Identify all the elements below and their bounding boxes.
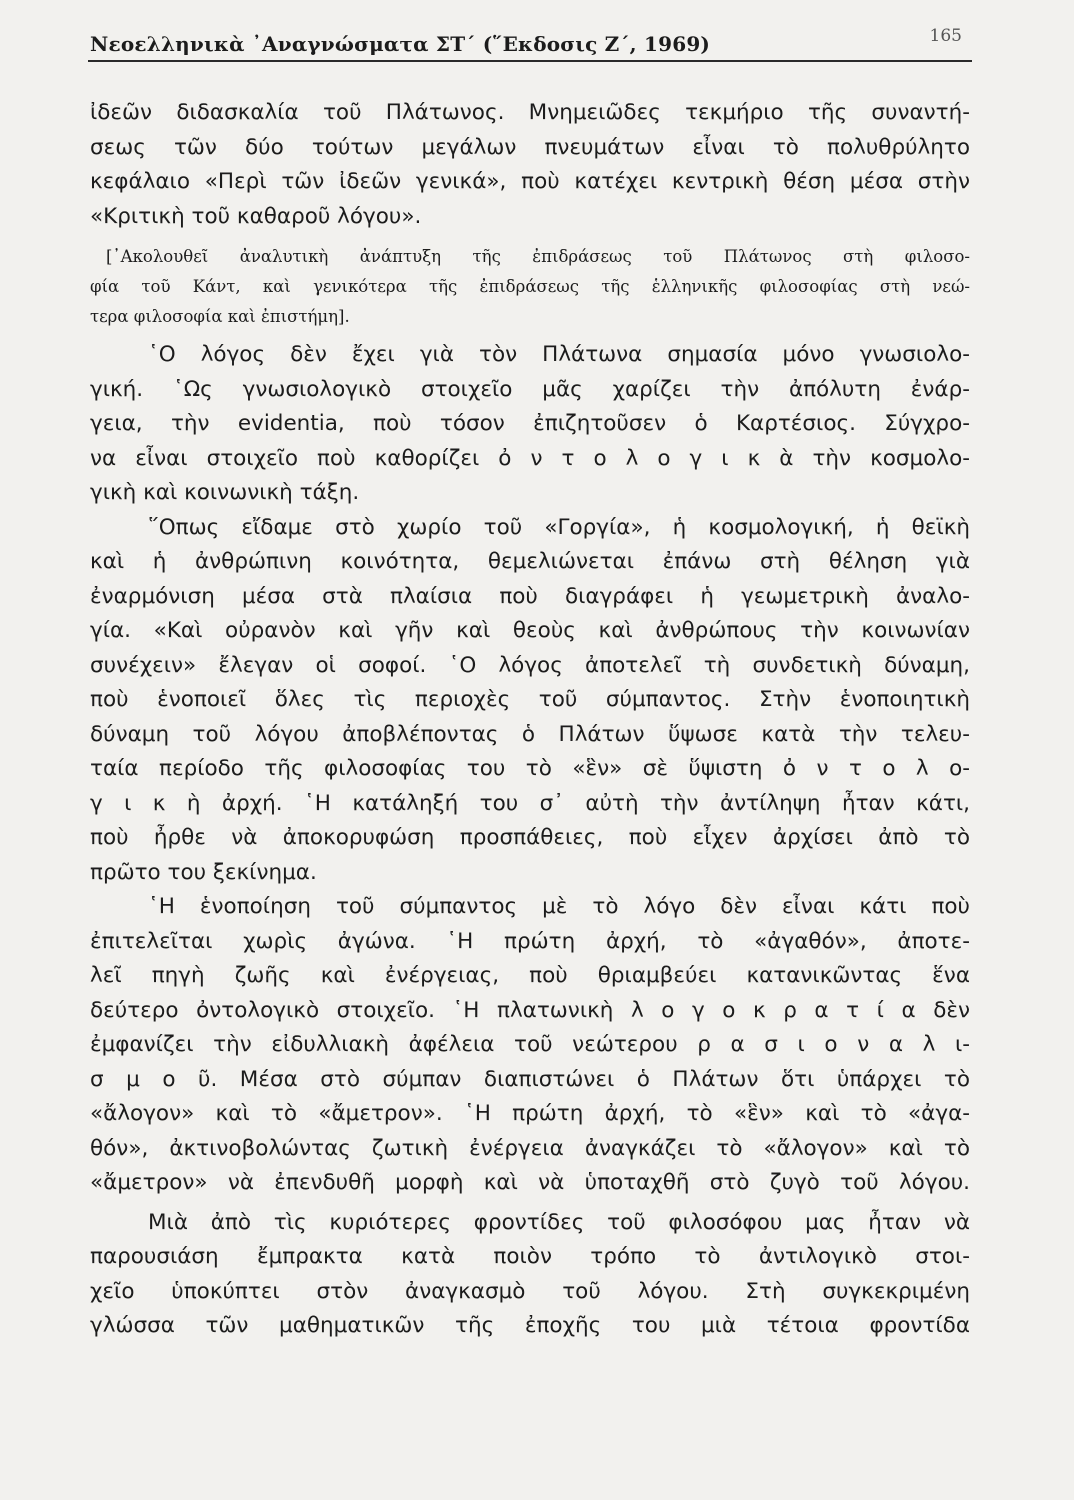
text-line: δεύτερο ὀντολογικὸ στοιχεῖο. ῾Η πλατωνικὴ λ ο γ ο κ ρ α τ ί α δὲν — [90, 997, 970, 1023]
editorial-note — [90, 242, 970, 332]
text-line: γικὴ καὶ κοινωνικὴ τάξη. — [90, 480, 360, 505]
text-line: καὶ ἡ ἀνθρώπινη κοινότητα, θεμελιώνεται ἐπάνω στὴ θέληση γιὰ — [90, 549, 970, 574]
text-line: σεως τῶν δύο τούτων μεγάλων πνευμάτων εἶναι τὸ πολυθρύλητο — [90, 134, 970, 160]
text-line: «Κριτικὴ τοῦ καθαροῦ λόγου». — [90, 203, 422, 229]
text-line: ποὺ ἦρθε νὰ ἀποκορυφώση προσπάθειες, ποὺ εἶχεν ἀρχίσει ἀπὸ τὸ — [90, 825, 970, 850]
text-line: δύναμη τοῦ λόγου ἀποβλέποντας ὁ Πλάτων ὕψωσε κατὰ τὴν τελευ- — [90, 721, 970, 747]
note-line: [᾿Ακολουθεῖ ἀναλυτικὴ ἀνάπτυξη τῆς ἐπιδράσεως τοῦ Πλάτωνος στὴ φιλοσο- — [106, 247, 970, 266]
text-line: γεια, τὴν evidentia, ποὺ τόσον ἐπιζητοῦσεν ὁ Καρτέσιος. Σύγχρο- — [90, 411, 970, 436]
paragraph — [90, 890, 970, 1201]
page-number: 165 — [929, 26, 962, 46]
page-header — [88, 26, 972, 62]
text-line: γλώσσα τῶν μαθηματικῶν τῆς ἐποχῆς του μιὰ τέτοια φροντίδα — [90, 1313, 970, 1338]
text-line: ῞Οπως εἴδαμε στὸ χωρίο τοῦ «Γοργία», ἡ κοσμολογική, ἡ θεϊκὴ — [148, 514, 970, 540]
text-line: ῾Ο λόγος δὲν ἔχει γιὰ τὸν Πλάτωνα σημασία μόνο γνωσιολο- — [148, 342, 970, 367]
text-line: συνέχειν» ἔλεγαν οἱ σοφοί. ῾Ο λόγος ἀποτελεῖ τὴ συνδετικὴ δύναμη, — [90, 652, 970, 678]
paragraph — [90, 1206, 970, 1344]
text-line: ῾Η ἑνοποίηση τοῦ σύμπαντος μὲ τὸ λόγο δὲν εἶναι κάτι ποὺ — [148, 894, 970, 919]
text-line: γική. ῾Ως γνωσιολογικὸ στοιχεῖο μᾶς χαρίζει τὴν ἀπόλυτη ἐνάρ- — [90, 376, 970, 402]
text-line: να εἶναι στοιχεῖο ποὺ καθορίζει ὀ ν τ ο λ ο γ ι κ ὰ τὴν κοσμολο- — [90, 445, 970, 471]
text-line: «ἄμετρον» νὰ ἐπενδυθῆ μορφὴ καὶ νὰ ὑποταχθῆ στὸ ζυγὸ τοῦ λόγου. — [90, 1170, 970, 1195]
body-text — [90, 96, 970, 1344]
text-line: ποὺ ἑνοποιεῖ ὅλες τὶς περιοχὲς τοῦ σύμπαντος. Στὴν ἑνοποιητικὴ — [90, 687, 970, 712]
text-line: χεῖο ὑποκύπτει στὸν ἀναγκασμὸ τοῦ λόγου. Στὴ συγκεκριμένη — [90, 1278, 970, 1304]
text-line: «ἄλογον» καὶ τὸ «ἄμετρον». ῾Η πρώτη ἀρχή, τὸ «ἓν» καὶ τὸ «ἀγα- — [90, 1101, 970, 1126]
text-line: γ ι κ ὴ ἀρχή. ῾Η κατάληξή του σ᾿ αὐτὴ τὴν ἀντίληψη ἦταν κάτι, — [90, 790, 970, 816]
text-line: σ μ ο ῦ. Μέσα στὸ σύμπαν διαπιστώνει ὁ Πλάτων ὅτι ὑπάρχει τὸ — [90, 1066, 970, 1092]
text-line: κεφάλαιο «Περὶ τῶν ἰδεῶν γενικά», ποὺ κατέχει κεντρικὴ θέση μέσα στὴν — [90, 169, 970, 194]
text-line: θόν», ἀκτινοβολώντας ζωτικὴ ἐνέργεια ἀναγκάζει τὸ «ἄλογον» καὶ τὸ — [90, 1135, 970, 1161]
paragraph — [90, 96, 970, 234]
text-line: ἐπιτελεῖται χωρὶς ἀγώνα. ῾Η πρώτη ἀρχή, τὸ «ἀγαθόν», ἀποτε- — [90, 928, 970, 954]
note-line: τερα φιλοσοφία καὶ ἐπιστήμη]. — [90, 307, 350, 326]
text-line: ἰδεῶν διδασκαλία τοῦ Πλάτωνος. Μνημειῶδες τεκμήριο τῆς συναντή- — [90, 100, 970, 125]
paragraph — [90, 338, 970, 511]
text-line: ἐναρμόνιση μέσα στὰ πλαίσια ποὺ διαγράφει ἡ γεωμετρικὴ ἀναλο- — [90, 583, 970, 609]
text-line: λεῖ πηγὴ ζωῆς καὶ ἐνέργειας, ποὺ θριαμβεύει κατανικῶντας ἕνα — [90, 963, 970, 988]
text-line: παρουσιάση ἔμπρακτα κατὰ ποιὸν τρόπο τὸ ἀντιλογικὸ στοι- — [90, 1244, 970, 1269]
text-line: ταία περίοδο τῆς φιλοσοφίας του τὸ «ἓν» σὲ ὕψιστη ὀ ν τ ο λ ο- — [90, 756, 970, 781]
note-line: φία τοῦ Κάντ, καὶ γενικότερα τῆς ἐπιδράσεως τῆς ἑλληνικῆς φιλοσοφίας στὴ νεώ- — [90, 277, 970, 296]
text-line: ἐμφανίζει τὴν εἰδυλλιακὴ ἀφέλεια τοῦ νεώτερου ρ α σ ι ο ν α λ ι- — [90, 1032, 970, 1057]
paragraph — [90, 511, 970, 891]
text-line: γία. «Καὶ οὐρανὸν καὶ γῆν καὶ θεοὺς καὶ ἀνθρώπους τὴν κοινωνίαν — [90, 618, 970, 643]
text-line: Μιὰ ἀπὸ τὶς κυριότερες φροντίδες τοῦ φιλοσόφου μας ἦταν νὰ — [148, 1209, 970, 1235]
running-head: Νεοελληνικὰ ᾿Αναγνώσματα ΣΤ΄ (῞Εκδοσις Ζ΄, 1969) — [90, 32, 711, 56]
text-line: πρῶτο του ξεκίνημα. — [90, 859, 317, 885]
